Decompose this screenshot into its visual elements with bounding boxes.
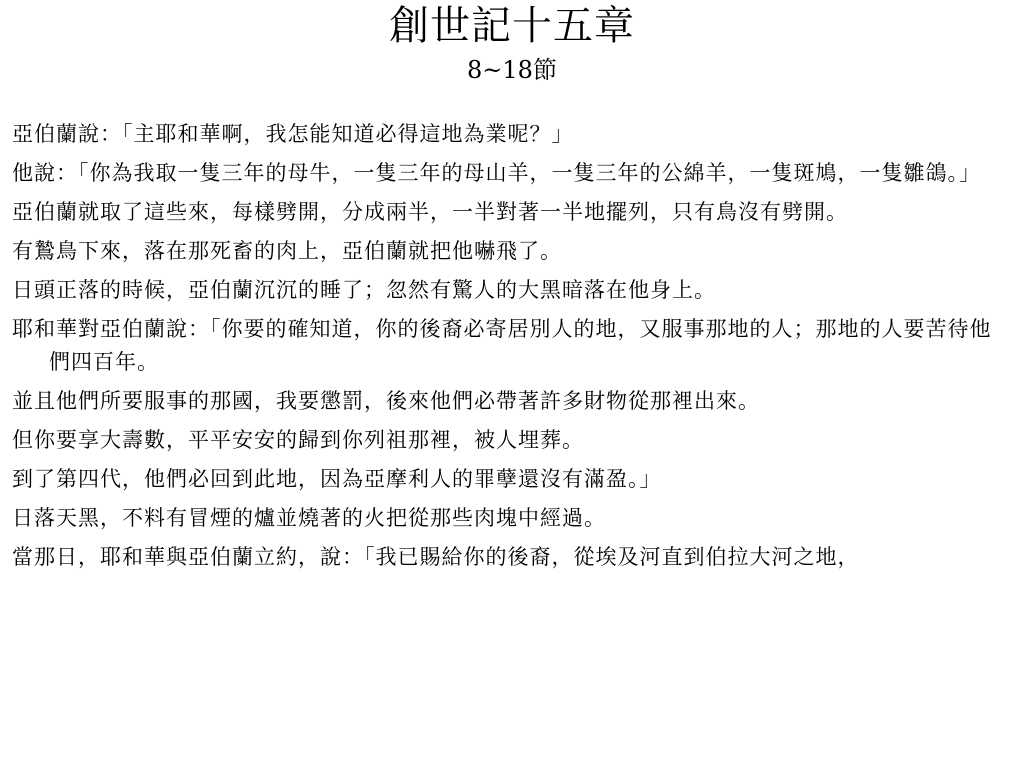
slide-subtitle: 8~18節 [467, 56, 557, 84]
verse-11: 有鷙鳥下來，落在那死畜的肉上，亞伯蘭就把他嚇飛了。 [12, 239, 562, 263]
verse-16: 到了第四代，他們必回到此地，因為亞摩利人的罪孽還沒有滿盈。」 [12, 467, 662, 491]
verse-13: 耶和華對亞伯蘭說：「你要的確知道，你的後裔必寄居別人的地，又服事那地的人；那地的人要苦待他們四百年。 [12, 317, 992, 374]
verse-list [12, 118, 1012, 580]
slide-title: 創世記十五章 [389, 3, 635, 49]
verse-9: 他說：「你為我取一隻三年的母牛，一隻三年的母山羊，一隻三年的公綿羊，一隻斑鳩，一隻雛鴿。」 [12, 161, 981, 185]
verse-18: 當那日，耶和華與亞伯蘭立約，說：「我已賜給你的後裔，從埃及河直到伯拉大河之地， [12, 545, 860, 569]
verse-15: 但你要享大壽數，平平安安的歸到你列祖那裡，被人埋葬。 [12, 428, 584, 452]
verse-8: 亞伯蘭說：「主耶和華啊，我怎能知道必得這地為業呢？」 [12, 122, 574, 146]
verse-12: 日頭正落的時候，亞伯蘭沉沉的睡了；忽然有驚人的大黑暗落在他身上。 [12, 278, 716, 302]
verse-10: 亞伯蘭就取了這些來，每樣劈開，分成兩半，一半對著一半地擺列，只有鳥沒有劈開。 [12, 200, 848, 224]
verse-14: 並且他們所要服事的那國，我要懲罰，後來他們必帶著許多財物從那裡出來。 [12, 389, 760, 413]
verse-17: 日落天黑，不料有冒煙的爐並燒著的火把從那些肉塊中經過。 [12, 506, 606, 530]
